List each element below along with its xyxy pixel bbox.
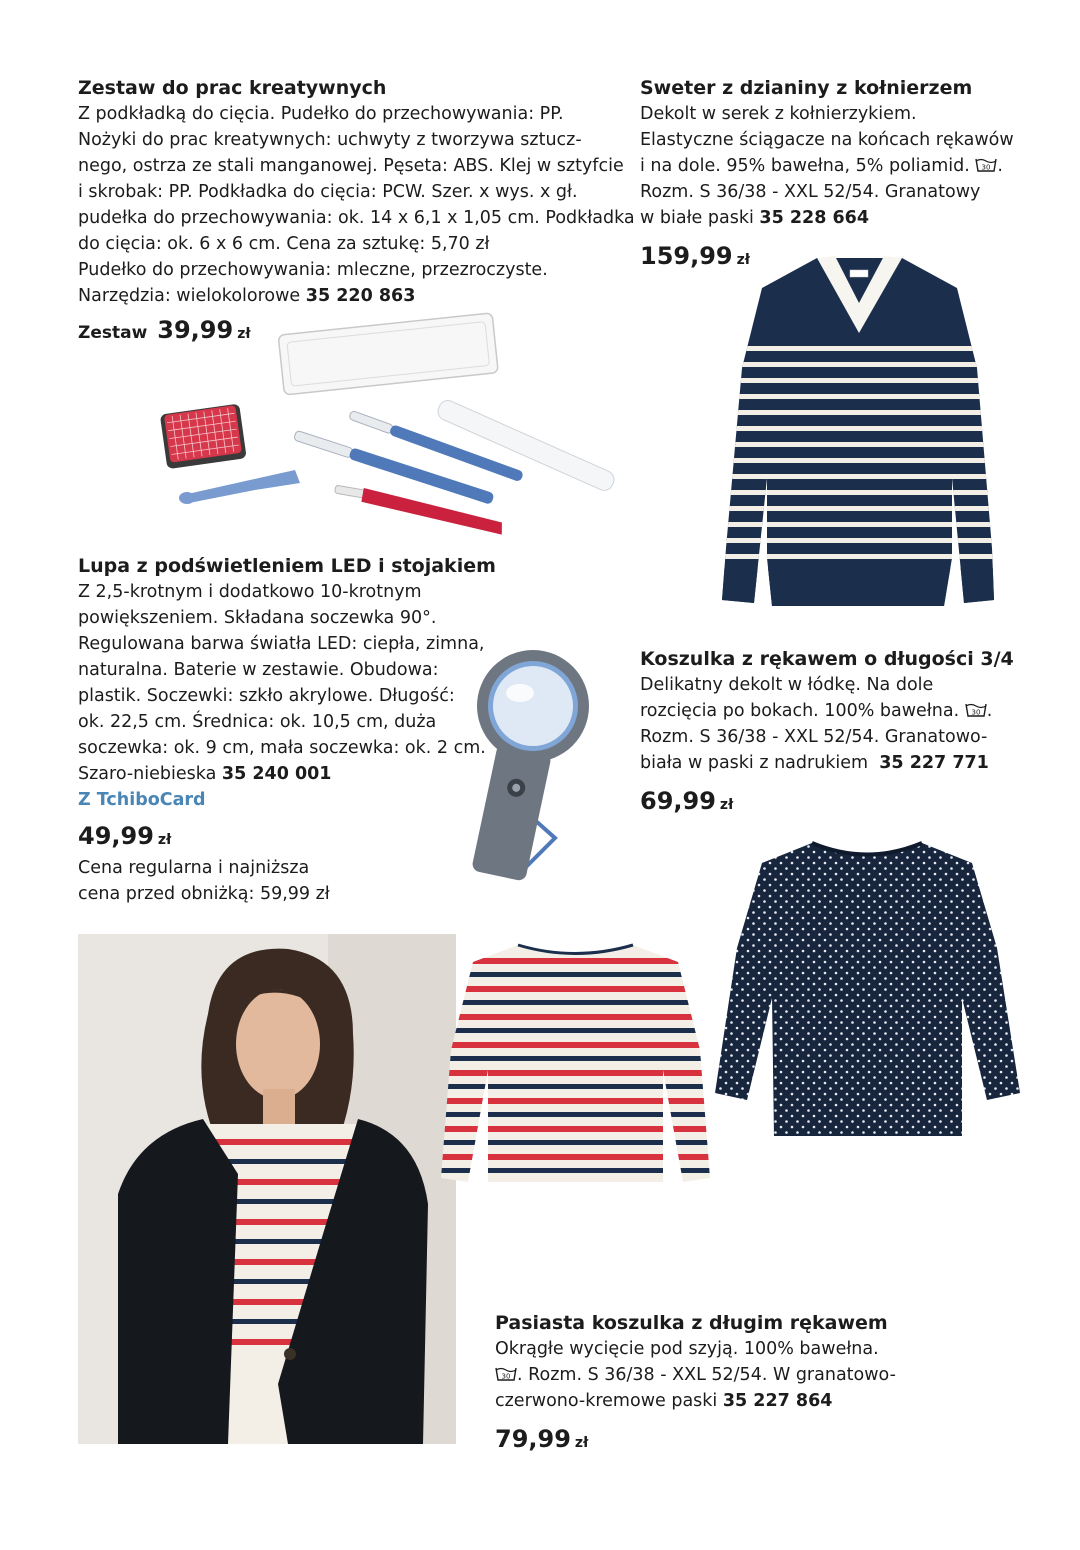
- description-line: Nożyki do prac kreatywnych: uchwyty z tworzywa sztucz-: [78, 130, 582, 150]
- wash-30-icon: [495, 1366, 517, 1382]
- sweater-image: [712, 248, 1007, 613]
- striped-longsleeve-price: [495, 1424, 1055, 1458]
- description-line: Okrągłe wycięcie pod szyją. 100% bawełna.: [495, 1339, 879, 1359]
- description-line: [640, 698, 1060, 724]
- currency: zł: [736, 252, 750, 268]
- striped-longsleeve-title: Pasiasta koszulka z długim rękawem: [495, 1312, 888, 1334]
- description-line: Dekolt w serek z kołnierzykiem.: [640, 104, 917, 124]
- polka-dot-shirt-image: [712, 838, 1022, 1138]
- magnifier-title: Lupa z podświetleniem LED i stojakiem: [78, 555, 496, 577]
- price-value: 79,99: [495, 1425, 571, 1453]
- price-label: Zestaw: [78, 323, 148, 343]
- sweater-title: Sweter z dzianiny z kołnierzem: [640, 77, 973, 99]
- description-line: Z 2,5-krotnym i dodatkowo 10-krotnym: [78, 582, 422, 602]
- description-line: i skrobak: PP. Podkładka do cięcia: PCW. Szer. x wys. x gł.: [78, 182, 578, 202]
- price-note: cena przed obniżką: 59,99 zł: [78, 884, 330, 904]
- description-line: ok. 22,5 cm. Średnica: ok. 10,5 cm, duża: [78, 712, 437, 732]
- model-photo: [78, 934, 456, 1444]
- description-line: [495, 1362, 1055, 1388]
- currency: zł: [574, 1435, 589, 1451]
- sweater-description: [640, 101, 1060, 231]
- description-line: [495, 1388, 1055, 1414]
- price-value: 39,99: [157, 316, 234, 344]
- tshirt-34-description: [640, 672, 1060, 776]
- striped-longsleeve-description: [495, 1336, 1055, 1414]
- article-number: 35 228 664: [759, 208, 870, 228]
- tshirt-34-title: Koszulka z rękawem o długości 3/4: [640, 648, 1014, 670]
- price-value: 69,99: [640, 787, 716, 815]
- currency: zł: [237, 326, 251, 342]
- craft-set-title: Zestaw do prac kreatywnych: [78, 77, 387, 99]
- price-value: 159,99: [640, 242, 733, 270]
- color-label: czerwono-kremowe paski: [495, 1391, 718, 1411]
- price-value: 49,99: [78, 822, 154, 850]
- tshirt-34-price: [640, 786, 1060, 820]
- tshirt-34-block: [640, 646, 1060, 820]
- craft-set-image: [155, 305, 615, 535]
- currency: zł: [157, 832, 172, 848]
- description-line: plastik. Soczewki: szkło akrylowe. Długość:: [78, 686, 455, 706]
- color-label: w białe paski: [640, 208, 754, 228]
- svg-text:30: 30: [981, 163, 991, 172]
- magnifier-image: [455, 648, 595, 888]
- svg-text:30: 30: [971, 708, 981, 717]
- description-line: Delikatny dekolt w łódkę. Na dole: [640, 675, 934, 695]
- description-line: nego, ostrza ze stali manganowej. Pęseta: ABS. Klej w sztyfcie: [78, 156, 624, 176]
- description-line: pudełka do przechowywania: ok. 14 x 6,1 x 1,05 cm. Podkładka: [78, 208, 635, 228]
- price-note: Cena regularna i najniższa: [78, 858, 310, 878]
- wash-30-icon: [975, 157, 997, 173]
- striped-longsleeve-image: [438, 940, 713, 1185]
- description-line: do cięcia: ok. 6 x 6 cm. Cena za sztukę: 5,70 zł: [78, 234, 490, 254]
- color-label: Narzędzia: wielokolorowe: [78, 286, 301, 306]
- description-line: Regulowana barwa światła LED: ciepła, zimna,: [78, 634, 485, 654]
- description-line: powiększeniem. Składana soczewka 90°.: [78, 608, 437, 628]
- currency: zł: [719, 797, 734, 813]
- care-text-end: .: [997, 156, 1003, 176]
- color-label: biała w paski z nadrukiem: [640, 753, 869, 773]
- description-line: Pudełko do przechowywania: mleczne, przezroczyste.: [78, 260, 548, 280]
- care-text: i na dole. 95% bawełna, 5% poliamid.: [640, 156, 970, 176]
- article-number: 35 220 863: [305, 286, 416, 306]
- care-text-end: .: [986, 701, 993, 721]
- sweater-block: [640, 75, 1060, 275]
- description-line: Rozm. S 36/38 - XXL 52/54. Granatowo-: [640, 727, 988, 747]
- description-line: [640, 205, 1060, 231]
- svg-text:30: 30: [501, 1372, 511, 1381]
- article-number: 35 240 001: [221, 764, 332, 784]
- craft-set-description: [78, 101, 635, 309]
- description-line: [640, 750, 1060, 776]
- description-line: [640, 153, 1060, 179]
- article-number: 35 227 864: [722, 1391, 833, 1411]
- description-line: Z podkładką do cięcia. Pudełko do przechowywania: PP.: [78, 104, 564, 124]
- care-text: rozcięcia po bokach. 100% bawełna.: [640, 701, 960, 721]
- description-line: soczewka: ok. 9 cm, mała soczewka: ok. 2 cm.: [78, 738, 486, 758]
- tchibocard-label: Z TchiboCard: [78, 790, 206, 810]
- color-label: Szaro-niebieska: [78, 764, 217, 784]
- wash-30-icon: [965, 702, 987, 718]
- care-text: . Rozm. S 36/38 - XXL 52/54. W granatowo-: [517, 1365, 896, 1385]
- description-line: naturalna. Baterie w zestawie. Obudowa:: [78, 660, 439, 680]
- striped-longsleeve-block: [495, 1310, 1055, 1458]
- description-line: Elastyczne ściągacze na końcach rękawów: [640, 130, 1014, 150]
- description-line: Rozm. S 36/38 - XXL 52/54. Granatowy: [640, 182, 981, 202]
- article-number: 35 227 771: [879, 753, 989, 773]
